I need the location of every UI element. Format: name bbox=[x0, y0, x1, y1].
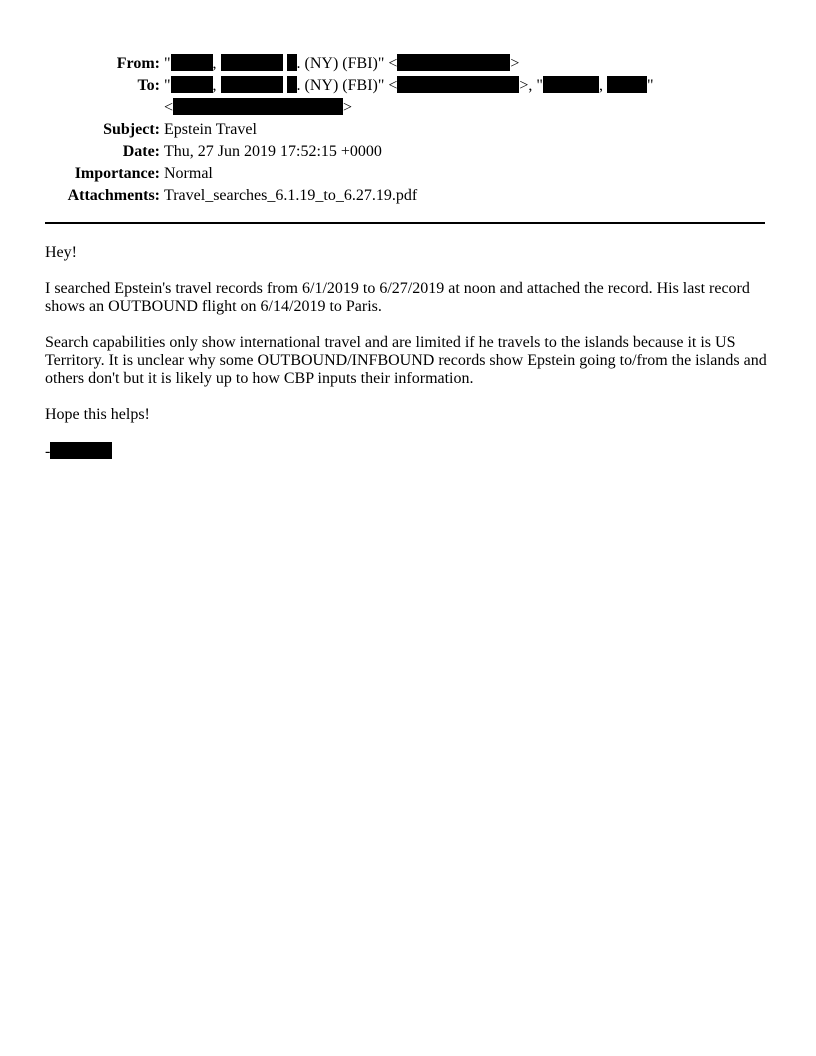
to-value: " , . (NY) (FBI)" < >, " , " bbox=[164, 77, 654, 94]
closing: Hope this helps! bbox=[45, 406, 150, 423]
body-paragraph-2: Search capabilities only show international travel and are limited if he travels to the islands because it is US Territory. It is unclear why some OUTBOUND/INFBOUND records show Epstein going to/from the islands and others don't but it is likely up to how CBP inputs their information. bbox=[45, 334, 767, 387]
redaction-box bbox=[173, 98, 343, 115]
redaction-box bbox=[397, 76, 519, 93]
redaction-box bbox=[50, 442, 112, 459]
from-value: " , . (NY) (FBI)" < > bbox=[164, 55, 520, 72]
importance-row bbox=[0, 163, 816, 185]
attachments-label: Attachments: bbox=[67, 187, 160, 204]
importance-value: Normal bbox=[164, 165, 213, 182]
redaction-box bbox=[397, 54, 510, 71]
subject-row bbox=[0, 119, 816, 141]
redaction-box bbox=[607, 76, 647, 93]
email-header bbox=[0, 53, 816, 207]
redaction-box bbox=[221, 54, 283, 71]
redaction-box bbox=[171, 76, 213, 93]
from-label: From: bbox=[116, 55, 160, 72]
redaction-box bbox=[221, 76, 283, 93]
greeting: Hey! bbox=[45, 244, 77, 261]
to-value-continued: < > bbox=[164, 99, 353, 116]
importance-label: Importance: bbox=[74, 165, 160, 182]
body-paragraph-1: I searched Epstein's travel records from 6/1/2019 to 6/27/2019 at noon and attached the record. His last record shows an OUTBOUND flight on 6/14/2019 to Paris. bbox=[45, 280, 750, 315]
redaction-box bbox=[543, 76, 599, 93]
redaction-box bbox=[287, 76, 297, 93]
subject-label: Subject: bbox=[103, 121, 160, 138]
signature-prefix: - bbox=[45, 443, 51, 460]
from-row bbox=[0, 53, 816, 75]
redaction-box bbox=[287, 54, 297, 71]
header-divider bbox=[45, 222, 765, 224]
attachments-row bbox=[0, 185, 816, 207]
signature bbox=[45, 442, 769, 461]
attachment-filename[interactable]: Travel_searches_6.1.19_to_6.27.19.pdf bbox=[164, 187, 418, 204]
date-row bbox=[0, 141, 816, 163]
date-label: Date: bbox=[122, 143, 160, 160]
date-value: Thu, 27 Jun 2019 17:52:15 +0000 bbox=[164, 143, 382, 160]
subject-value: Epstein Travel bbox=[164, 121, 257, 138]
email-body bbox=[45, 244, 769, 479]
to-row-continued bbox=[0, 97, 816, 119]
redaction-box bbox=[171, 54, 213, 71]
to-row bbox=[0, 75, 816, 97]
to-label: To: bbox=[137, 77, 160, 94]
